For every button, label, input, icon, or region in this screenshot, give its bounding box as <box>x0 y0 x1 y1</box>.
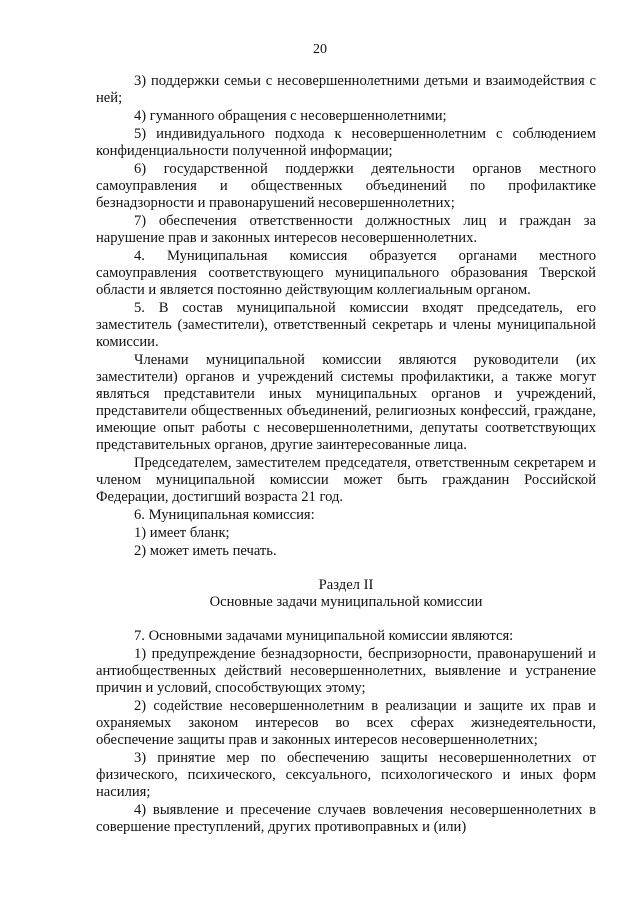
paragraph: 5) индивидуального подхода к несовершеннолетним с соблюдением конфиденциальности полученной информации; <box>96 126 596 159</box>
paragraph: 4) выявление и пресечение случаев вовлечения несовершеннолетних в совершение преступлений, других противоправных и (или) <box>96 802 596 835</box>
page-number: 20 <box>313 42 327 57</box>
paragraph: 6) государственной поддержки деятельности органов местного самоуправления и общественных объединений по профилактике безнадзорности и правонарушений несовершеннолетних; <box>96 161 596 211</box>
paragraph: Председателем, заместителем председателя, ответственным секретарем и членом муниципальной комиссии может быть гражданин Российской Федерации, достигший возраста 21 год. <box>96 455 596 505</box>
paragraph: 7) обеспечения ответственности должностных лиц и граждан за нарушение прав и законных интересов несовершеннолетних. <box>96 213 596 246</box>
paragraph: Членами муниципальной комиссии являются руководители (их заместители) органов и учреждений системы профилактики, а также могут являться представители иных муниципальных органов и учреждений, представители общественных объединений, религиозных конфессий, граждане, имеющие опыт работы с несовершеннолетними, депутаты соответствующих представительных органов, другие заинтересованные лица. <box>96 352 596 453</box>
paragraph: 3) поддержки семьи с несовершеннолетними детьми и взаимодействия с ней; <box>96 73 596 106</box>
paragraph: 5. В состав муниципальной комиссии входят председатель, его заместитель (заместители), ответственный секретарь и члены муниципальной комиссии. <box>96 300 596 350</box>
document-body <box>96 73 596 837</box>
section-title: Основные задачи муниципальной комиссии <box>209 594 483 610</box>
paragraph: 1) предупреждение безнадзорности, беспризорности, правонарушений и антиобщественных действий несовершеннолетних, выявление и устранение причин и условий, способствующих этому; <box>96 646 596 696</box>
paragraph: 7. Основными задачами муниципальной комиссии являются: <box>134 628 514 644</box>
paragraph: 4) гуманного обращения с несовершеннолетними; <box>134 108 447 124</box>
paragraph: 4. Муниципальная комиссия образуется органами местного самоуправления соответствующего муниципального образования Тверской области и является постоянно действующим коллегиальным органом. <box>96 248 596 298</box>
paragraph: 3) принятие мер по обеспечению защиты несовершеннолетних от физического, психического, сексуального, психологического и иных форм насилия; <box>96 750 596 800</box>
paragraph: 2) может иметь печать. <box>134 543 277 559</box>
paragraph: 2) содействие несовершеннолетним в реализации и защите их прав и охраняемых законом интересов во всех сферах жизнедеятельности, обеспечение защиты прав и законных интересов несовершеннолетних; <box>96 698 596 748</box>
paragraph: 6. Муниципальная комиссия: <box>134 507 315 523</box>
section-label: Раздел II <box>318 577 374 593</box>
paragraph: 1) имеет бланк; <box>134 525 230 541</box>
